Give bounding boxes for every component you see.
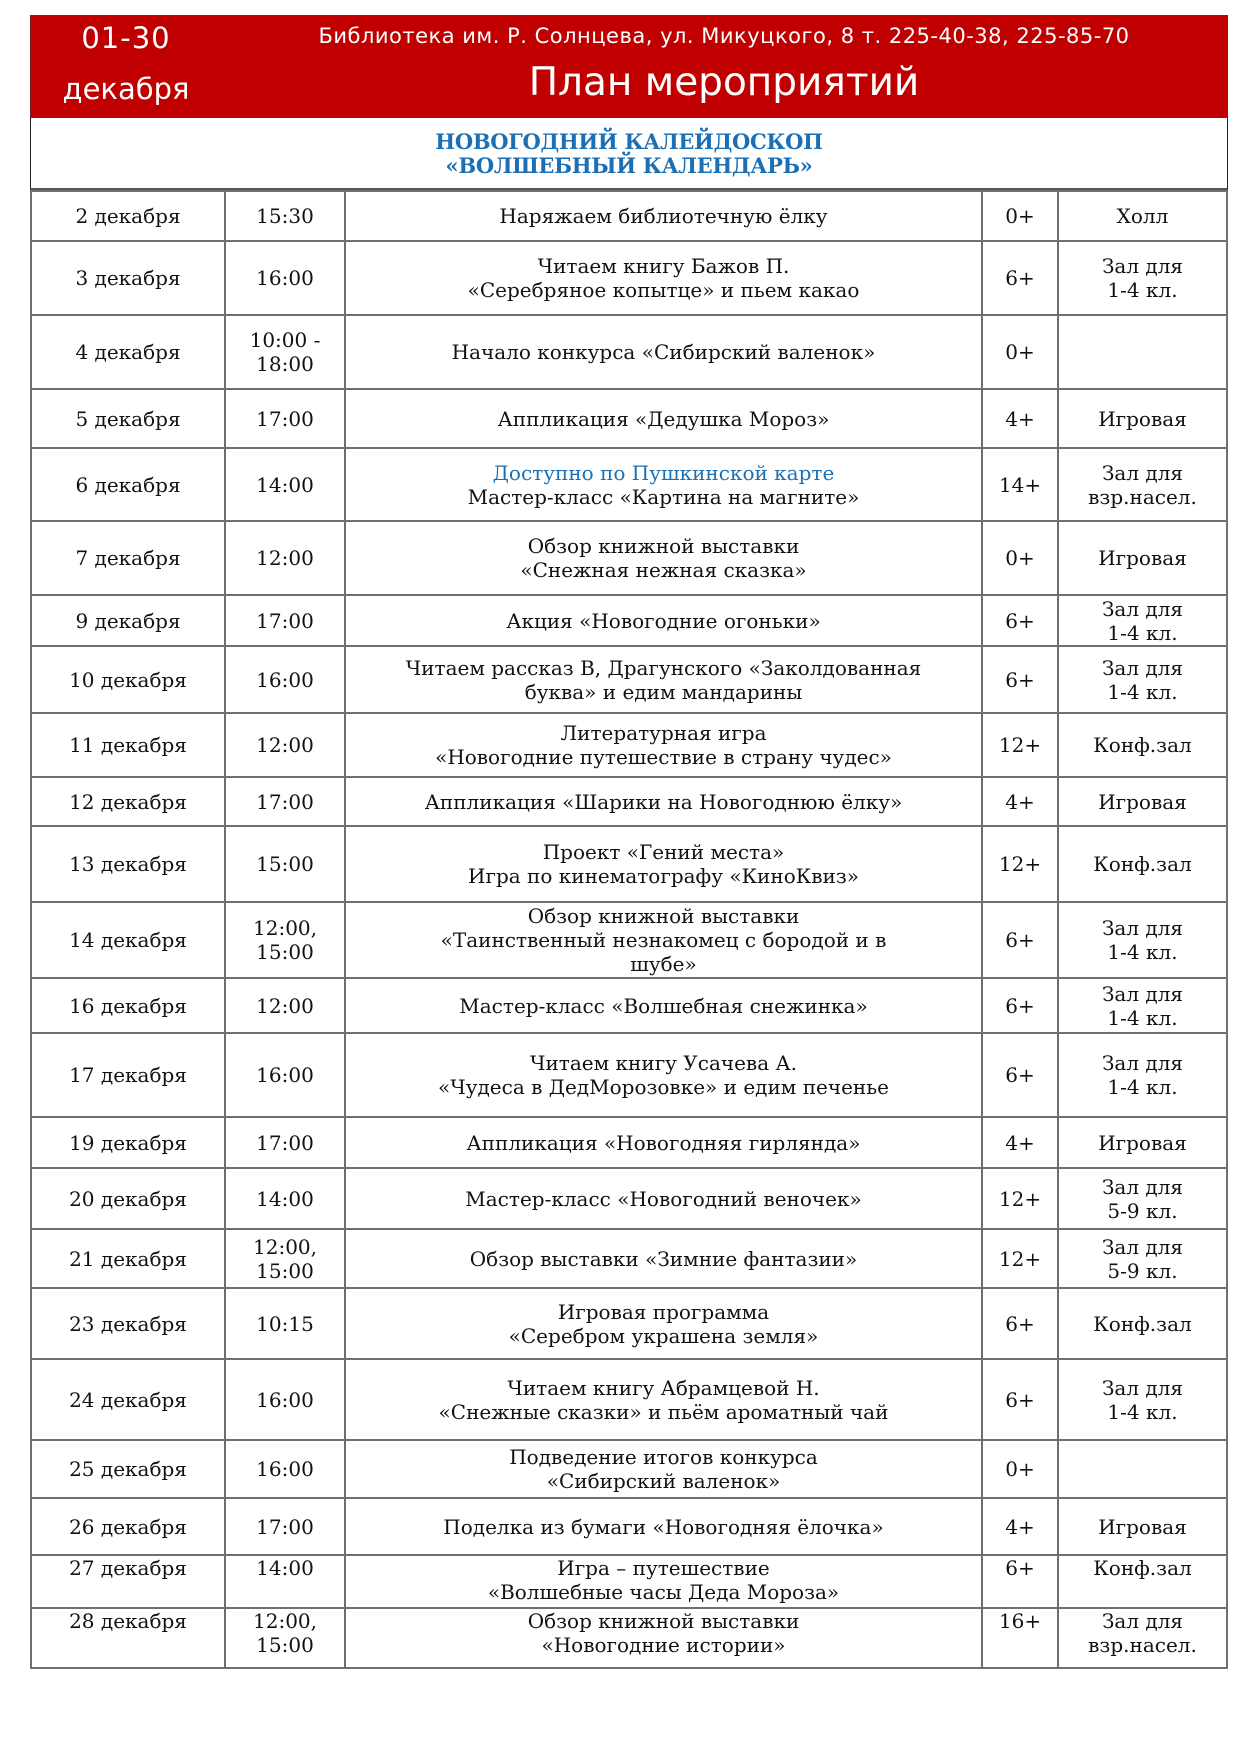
event-title bbox=[345, 389, 982, 448]
event-time-line: 14:00 bbox=[256, 472, 314, 497]
event-place bbox=[1058, 1117, 1227, 1168]
event-title bbox=[345, 978, 982, 1033]
event-date: 10 декабря bbox=[31, 646, 225, 713]
event-row bbox=[31, 595, 1227, 646]
event-place-line: Конф.зал bbox=[1093, 1556, 1192, 1580]
event-time-line: 12:00 bbox=[256, 993, 314, 1018]
event-place bbox=[1058, 1359, 1227, 1440]
event-age-rating: 6+ bbox=[982, 978, 1058, 1033]
event-title bbox=[345, 521, 982, 595]
event-time-line: 14:00 bbox=[256, 1186, 314, 1211]
event-age-rating: 6+ bbox=[982, 595, 1058, 646]
event-time bbox=[225, 1229, 345, 1288]
event-time bbox=[225, 1168, 345, 1229]
page-title: План мероприятий bbox=[528, 60, 920, 105]
event-age-rating: 4+ bbox=[982, 1498, 1058, 1555]
event-place bbox=[1058, 1608, 1227, 1668]
event-title-line: Проект «Гений места» bbox=[542, 840, 785, 864]
event-title-line: Аппликация «Новогодняя гирлянда» bbox=[466, 1130, 861, 1155]
event-title-line: «Серебряное копытце» и пьем какао bbox=[467, 278, 860, 302]
event-row bbox=[31, 1359, 1227, 1440]
pushkin-card-note: Доступно по Пушкинской карте bbox=[492, 460, 835, 485]
event-title-line: Читаем книгу Бажов П. bbox=[537, 254, 790, 278]
event-time bbox=[225, 1117, 345, 1168]
event-title-line: «Чудеса в ДедМорозовке» и едим печенье bbox=[438, 1075, 889, 1099]
event-date: 9 декабря bbox=[31, 595, 225, 646]
event-title-line: Читаем книгу Усачева А. bbox=[530, 1051, 797, 1075]
event-title-line: «Новогодние истории» bbox=[541, 1633, 786, 1657]
event-title-line: «Сибирский валенок» bbox=[546, 1469, 781, 1493]
event-place-line: Зал для bbox=[1101, 1609, 1184, 1633]
event-title bbox=[345, 1033, 982, 1117]
event-title bbox=[345, 1288, 982, 1359]
event-age-rating: 6+ bbox=[982, 902, 1058, 978]
event-date: 6 декабря bbox=[31, 448, 225, 521]
event-place bbox=[1058, 1168, 1227, 1229]
event-row bbox=[31, 191, 1227, 241]
event-place-line: 5-9 кл. bbox=[1107, 1258, 1178, 1283]
event-time bbox=[225, 646, 345, 713]
event-place-line: 1-4 кл. bbox=[1107, 940, 1178, 964]
event-row bbox=[31, 978, 1227, 1033]
event-place bbox=[1058, 646, 1227, 713]
event-place bbox=[1058, 315, 1227, 389]
event-date: 27 декабря bbox=[31, 1555, 225, 1608]
event-place bbox=[1058, 1288, 1227, 1359]
event-title-line: Мастер-класс «Картина на магните» bbox=[467, 484, 860, 509]
event-age-rating: 4+ bbox=[982, 777, 1058, 826]
event-place bbox=[1058, 978, 1227, 1033]
event-date: 14 декабря bbox=[31, 902, 225, 978]
event-age-rating: 6+ bbox=[982, 1555, 1058, 1608]
event-age-rating: 14+ bbox=[982, 448, 1058, 521]
events-plan-sheet bbox=[30, 15, 1228, 1669]
subtitle-line-2: «ВОЛШЕБНЫЙ КАЛЕНДАРЬ» bbox=[445, 153, 813, 178]
event-place-line: Конф.зал bbox=[1093, 1311, 1192, 1336]
event-time-line: 16:00 bbox=[256, 667, 314, 692]
event-time-line: 16:00 bbox=[256, 1387, 314, 1412]
event-place bbox=[1058, 1498, 1227, 1555]
event-time bbox=[225, 595, 345, 646]
event-age-rating: 0+ bbox=[982, 1440, 1058, 1498]
event-title-line: Начало конкурса «Сибирский валенок» bbox=[451, 340, 876, 364]
event-place bbox=[1058, 1033, 1227, 1117]
event-time-line: 14:00 bbox=[256, 1556, 314, 1580]
event-title-line: Читаем книгу Абрамцевой Н. bbox=[507, 1375, 820, 1400]
event-age-rating: 6+ bbox=[982, 1288, 1058, 1359]
event-date: 13 декабря bbox=[31, 826, 225, 902]
event-place-line: 1-4 кл. bbox=[1107, 278, 1178, 302]
event-time bbox=[225, 713, 345, 777]
event-row bbox=[31, 1498, 1227, 1555]
event-time-line: 16:00 bbox=[256, 1457, 314, 1481]
event-time bbox=[225, 191, 345, 241]
event-title-line: Обзор книжной выставки bbox=[527, 904, 800, 928]
event-row bbox=[31, 389, 1227, 448]
event-row bbox=[31, 1229, 1227, 1288]
event-time bbox=[225, 1555, 345, 1608]
event-age-rating: 12+ bbox=[982, 713, 1058, 777]
event-place-line: Игровая bbox=[1098, 789, 1187, 814]
event-place-line: Зал для bbox=[1101, 460, 1184, 485]
event-age-rating: 0+ bbox=[982, 521, 1058, 595]
event-time-line: 12:00 bbox=[256, 546, 314, 570]
event-time-line: 18:00 bbox=[256, 352, 314, 376]
event-time-line: 15:00 bbox=[256, 852, 314, 876]
event-title bbox=[345, 1608, 982, 1668]
event-place bbox=[1058, 191, 1227, 241]
event-place-line: Холл bbox=[1116, 204, 1169, 228]
event-place bbox=[1058, 389, 1227, 448]
event-title-line: Аппликация «Шарики на Новогоднюю ёлку» bbox=[424, 789, 903, 814]
event-place-line: 1-4 кл. bbox=[1107, 1075, 1178, 1099]
event-row bbox=[31, 1288, 1227, 1359]
event-place bbox=[1058, 595, 1227, 646]
event-time-line: 12:00, bbox=[253, 1234, 317, 1259]
event-title-line: Обзор книжной выставки bbox=[527, 1609, 800, 1633]
event-title-line: Литературная игра bbox=[560, 721, 767, 745]
event-time-line: 17:00 bbox=[256, 608, 314, 633]
event-time-line: 15:30 bbox=[256, 204, 314, 228]
event-title-line: буква» и едим мандарины bbox=[524, 679, 803, 704]
event-title-line: шубе» bbox=[630, 952, 697, 976]
event-place-line: 1-4 кл. bbox=[1107, 1005, 1178, 1030]
event-time-line: 17:00 bbox=[256, 406, 314, 431]
event-date: 3 декабря bbox=[31, 241, 225, 315]
event-date: 17 декабря bbox=[31, 1033, 225, 1117]
events-table bbox=[30, 190, 1228, 1669]
date-range bbox=[31, 16, 221, 106]
event-row bbox=[31, 521, 1227, 595]
event-title bbox=[345, 1168, 982, 1229]
event-time-line: 15:00 bbox=[256, 940, 314, 964]
event-date: 12 декабря bbox=[31, 777, 225, 826]
event-time bbox=[225, 1498, 345, 1555]
event-place-line: Игровая bbox=[1098, 546, 1187, 570]
event-title-line: Поделка из бумаги «Новогодняя ёлочка» bbox=[443, 1514, 884, 1539]
event-row bbox=[31, 902, 1227, 978]
event-row bbox=[31, 1608, 1227, 1668]
event-title bbox=[345, 1229, 982, 1288]
event-time-line: 15:00 bbox=[256, 1258, 314, 1283]
event-title bbox=[345, 1359, 982, 1440]
event-title bbox=[345, 1117, 982, 1168]
header-banner bbox=[30, 15, 1228, 118]
event-date: 19 декабря bbox=[31, 1117, 225, 1168]
event-place bbox=[1058, 521, 1227, 595]
event-row bbox=[31, 315, 1227, 389]
event-title-line: Игра – путешествие bbox=[557, 1556, 770, 1580]
program-subtitle bbox=[30, 118, 1228, 190]
event-place-line: взр.насел. bbox=[1088, 1633, 1197, 1657]
event-title bbox=[345, 826, 982, 902]
event-title-line: «Снежные сказки» и пьём ароматный чай bbox=[438, 1399, 889, 1424]
event-date: 25 декабря bbox=[31, 1440, 225, 1498]
event-title-line: Мастер-класс «Волшебная снежинка» bbox=[459, 993, 868, 1018]
event-time bbox=[225, 777, 345, 826]
event-place-line: Зал для bbox=[1101, 1174, 1184, 1199]
event-date: 2 декабря bbox=[31, 191, 225, 241]
event-age-rating: 6+ bbox=[982, 1359, 1058, 1440]
event-title bbox=[345, 646, 982, 713]
event-title-line: «Снежная нежная сказка» bbox=[520, 558, 807, 582]
event-title bbox=[345, 1555, 982, 1608]
event-date: 4 декабря bbox=[31, 315, 225, 389]
event-age-rating: 6+ bbox=[982, 241, 1058, 315]
date-range-start: 01-30 bbox=[81, 21, 171, 55]
event-time-line: 16:00 bbox=[256, 1063, 314, 1087]
event-place bbox=[1058, 713, 1227, 777]
event-place bbox=[1058, 448, 1227, 521]
event-title-line: «Новогодние путешествие в страну чудес» bbox=[435, 745, 892, 769]
event-place-line: Зал для bbox=[1101, 596, 1184, 621]
event-place-line: 5-9 кл. bbox=[1107, 1198, 1178, 1223]
event-time-line: 15:00 bbox=[256, 1633, 314, 1657]
event-place-line: Зал для bbox=[1101, 254, 1184, 278]
event-age-rating: 4+ bbox=[982, 389, 1058, 448]
event-age-rating: 12+ bbox=[982, 1229, 1058, 1288]
event-age-rating: 16+ bbox=[982, 1608, 1058, 1668]
event-date: 24 декабря bbox=[31, 1359, 225, 1440]
event-title-line: «Волшебные часы Деда Мороза» bbox=[487, 1580, 840, 1604]
event-title-line: Обзор книжной выставки bbox=[527, 534, 800, 558]
event-place-line: 1-4 кл. bbox=[1107, 620, 1178, 645]
event-time-line: 10:00 - bbox=[249, 328, 321, 352]
event-place bbox=[1058, 1440, 1227, 1498]
event-row bbox=[31, 777, 1227, 826]
event-date: 23 декабря bbox=[31, 1288, 225, 1359]
event-title-line: Читаем рассказ В, Драгунского «Заколдованная bbox=[405, 655, 922, 680]
event-place-line: 1-4 кл. bbox=[1107, 679, 1178, 704]
event-place-line: Игровая bbox=[1098, 406, 1187, 431]
event-row bbox=[31, 1033, 1227, 1117]
subtitle-line-1: НОВОГОДНИЙ КАЛЕЙДОСКОП bbox=[435, 129, 823, 154]
event-time bbox=[225, 902, 345, 978]
event-title bbox=[345, 1498, 982, 1555]
event-row bbox=[31, 448, 1227, 521]
event-place-line: Конф.зал bbox=[1093, 852, 1192, 876]
event-time-line: 10:15 bbox=[256, 1311, 314, 1336]
event-row bbox=[31, 826, 1227, 902]
event-place bbox=[1058, 1555, 1227, 1608]
event-time bbox=[225, 1033, 345, 1117]
event-place bbox=[1058, 777, 1227, 826]
event-time bbox=[225, 1359, 345, 1440]
event-date: 7 декабря bbox=[31, 521, 225, 595]
event-row bbox=[31, 1440, 1227, 1498]
event-place-line: Игровая bbox=[1098, 1514, 1187, 1539]
event-row bbox=[31, 1555, 1227, 1608]
event-age-rating: 6+ bbox=[982, 646, 1058, 713]
event-title bbox=[345, 191, 982, 241]
event-date: 21 декабря bbox=[31, 1229, 225, 1288]
event-time bbox=[225, 1608, 345, 1668]
event-date: 5 декабря bbox=[31, 389, 225, 448]
event-time-line: 16:00 bbox=[256, 266, 314, 290]
event-place-line: Зал для bbox=[1101, 1234, 1184, 1259]
event-title-line: Подведение итогов конкурса bbox=[509, 1445, 818, 1469]
event-time bbox=[225, 241, 345, 315]
event-title-line: «Таинственный незнакомец с бородой и в bbox=[440, 928, 887, 952]
event-time bbox=[225, 315, 345, 389]
event-date: 26 декабря bbox=[31, 1498, 225, 1555]
event-title bbox=[345, 1440, 982, 1498]
event-age-rating: 12+ bbox=[982, 826, 1058, 902]
event-time-line: 17:00 bbox=[256, 789, 314, 814]
event-age-rating: 6+ bbox=[982, 1033, 1058, 1117]
event-title bbox=[345, 713, 982, 777]
date-range-month: декабря bbox=[62, 72, 190, 106]
event-time-line: 12:00, bbox=[253, 916, 317, 940]
event-title-line: Аппликация «Дедушка Мороз» bbox=[497, 406, 830, 431]
event-title-line: Обзор выставки «Зимние фантазии» bbox=[469, 1246, 858, 1271]
event-place-line: Зал для bbox=[1101, 916, 1184, 940]
event-age-rating: 0+ bbox=[982, 191, 1058, 241]
event-title bbox=[345, 448, 982, 521]
event-place-line: Игровая bbox=[1098, 1130, 1187, 1155]
event-title-line: Игра по кинематографу «КиноКвиз» bbox=[468, 864, 859, 888]
event-time bbox=[225, 1440, 345, 1498]
event-place-line: Зал для bbox=[1101, 1051, 1184, 1075]
event-age-rating: 4+ bbox=[982, 1117, 1058, 1168]
event-title bbox=[345, 315, 982, 389]
event-row bbox=[31, 646, 1227, 713]
event-title-line: Акция «Новогодние огоньки» bbox=[506, 608, 821, 633]
event-time bbox=[225, 978, 345, 1033]
event-title bbox=[345, 241, 982, 315]
event-title-line: Наряжаем библиотечную ёлку bbox=[499, 204, 828, 228]
event-date: 28 декабря bbox=[31, 1608, 225, 1668]
event-time-line: 12:00, bbox=[253, 1609, 317, 1633]
event-time bbox=[225, 389, 345, 448]
event-place bbox=[1058, 1229, 1227, 1288]
library-address: Библиотека им. Р. Солнцева, ул. Микуцкого, 8 т. 225-40-38, 225-85-70 bbox=[318, 24, 1130, 48]
event-title-line: «Серебром украшена земля» bbox=[508, 1323, 819, 1348]
event-date: 20 декабря bbox=[31, 1168, 225, 1229]
event-date: 16 декабря bbox=[31, 978, 225, 1033]
event-place bbox=[1058, 826, 1227, 902]
event-date: 11 декабря bbox=[31, 713, 225, 777]
event-time-line: 17:00 bbox=[256, 1130, 314, 1155]
event-time bbox=[225, 1288, 345, 1359]
event-row bbox=[31, 1168, 1227, 1229]
event-row bbox=[31, 241, 1227, 315]
event-time-line: 12:00 bbox=[256, 733, 314, 757]
event-place-line: Зал для bbox=[1101, 655, 1184, 680]
event-row bbox=[31, 1117, 1227, 1168]
event-title-line: Игровая программа bbox=[557, 1299, 770, 1324]
event-time-line: 17:00 bbox=[256, 1514, 314, 1539]
event-time bbox=[225, 448, 345, 521]
event-title-line: Мастер-класс «Новогодний веночек» bbox=[465, 1186, 862, 1211]
event-place-line: Конф.зал bbox=[1093, 733, 1192, 757]
event-title bbox=[345, 777, 982, 826]
event-place-line: Зал для bbox=[1101, 981, 1184, 1006]
event-title bbox=[345, 595, 982, 646]
event-place bbox=[1058, 902, 1227, 978]
event-age-rating: 12+ bbox=[982, 1168, 1058, 1229]
event-time bbox=[225, 826, 345, 902]
event-age-rating: 0+ bbox=[982, 315, 1058, 389]
event-place-line: взр.насел. bbox=[1088, 484, 1197, 509]
event-title bbox=[345, 902, 982, 978]
event-row bbox=[31, 713, 1227, 777]
event-place-line: 1-4 кл. bbox=[1107, 1399, 1178, 1424]
event-time bbox=[225, 521, 345, 595]
event-place bbox=[1058, 241, 1227, 315]
event-place-line: Зал для bbox=[1101, 1375, 1184, 1400]
